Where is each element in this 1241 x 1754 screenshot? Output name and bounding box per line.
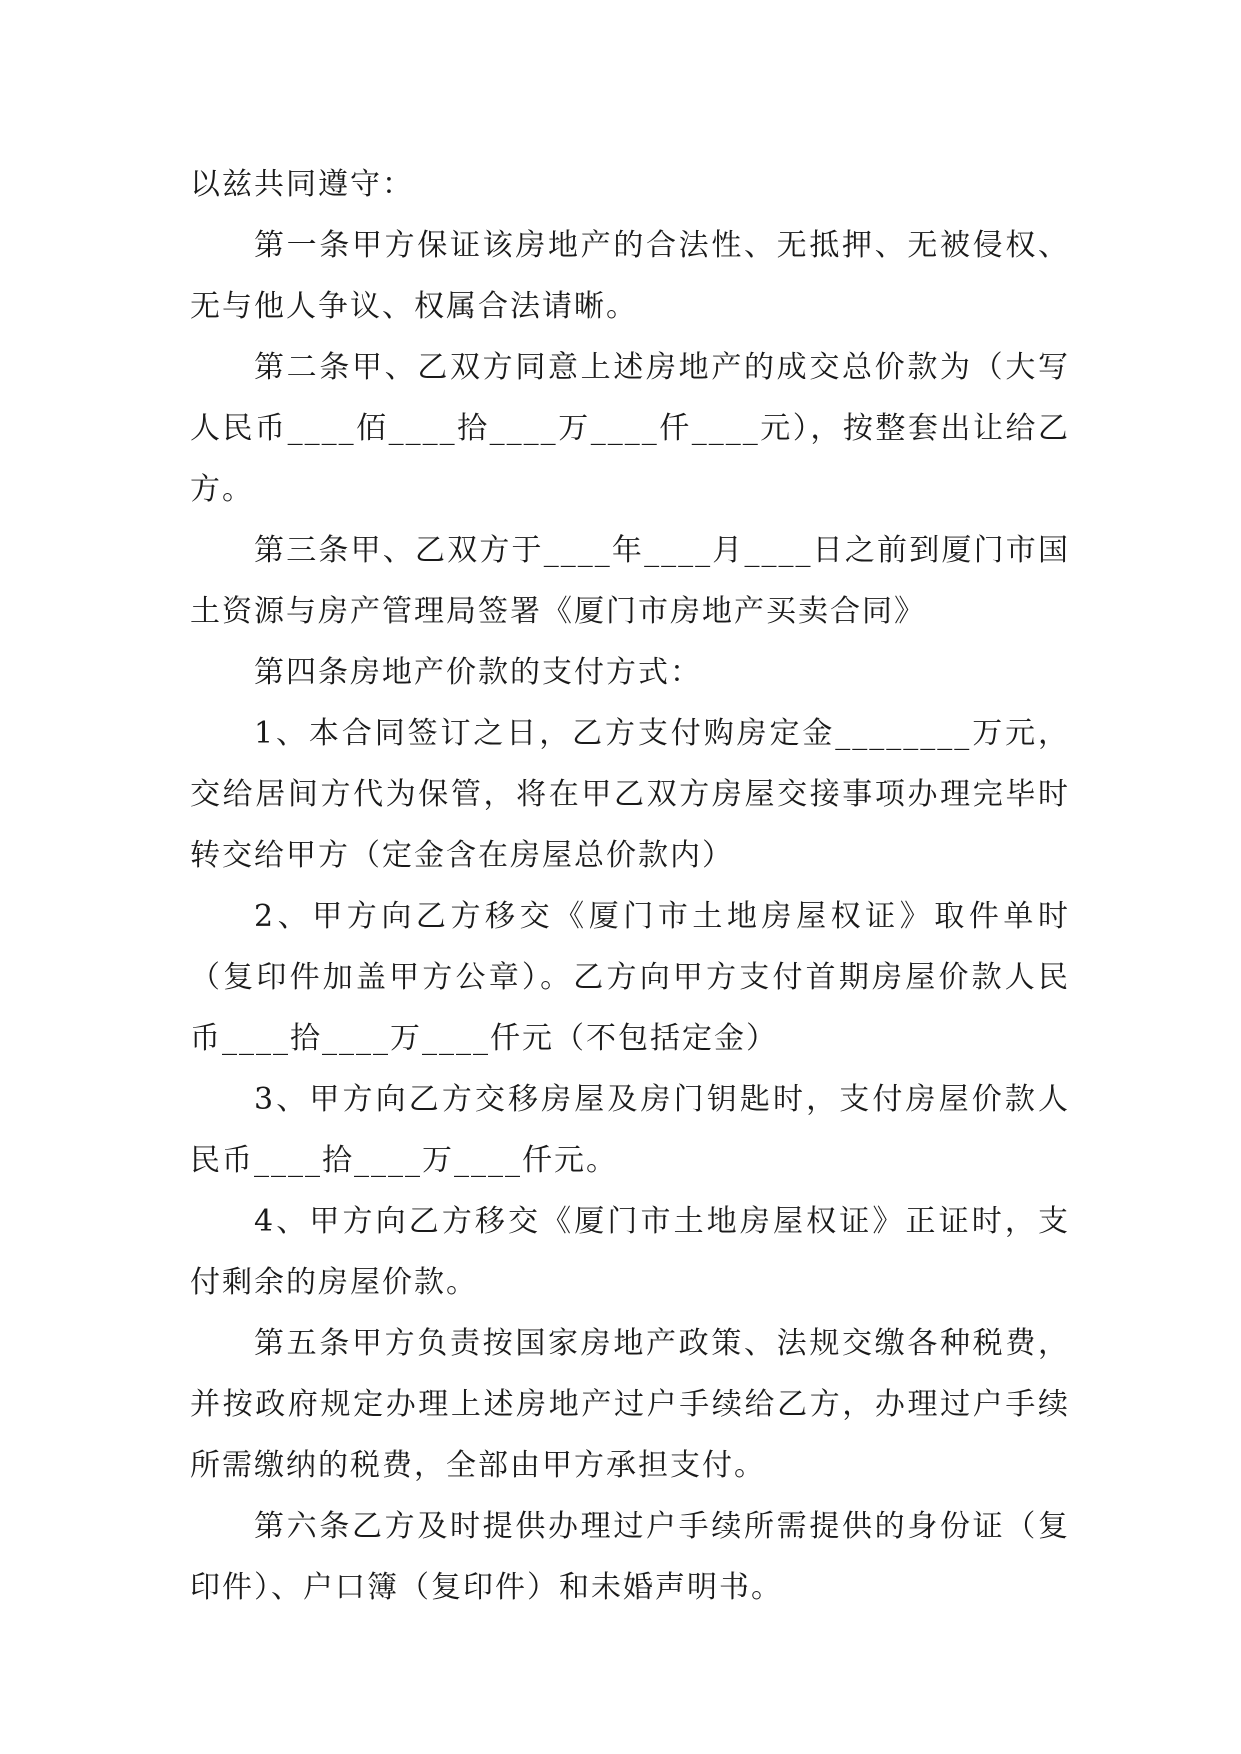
paragraph-article-4: 第四条房地产价款的支付方式： (254, 655, 702, 690)
paragraph-payment-4: 4、甲方向乙方移交《厦门市土地房屋权证》正证时，支付剩余的房屋价款。 (190, 1204, 1070, 1300)
paragraph-payment-1: 1、本合同签订之日，乙方支付购房定金________万元，交给居间方代为保管，将在甲乙双方房屋交接事项办理完毕时转交给甲方（定金含在房屋总价款内） (190, 716, 1070, 873)
paragraph-opening: 以兹共同遵守： (190, 167, 414, 202)
paragraph-article-1: 第一条甲方保证该房地产的合法性、无抵押、无被侵权、无与他人争议、权属合法请晰。 (190, 228, 1070, 324)
paragraph-article-3: 第三条甲、乙双方于____年____月____日之前到厦门市国土资源与房产管理局签署《厦门市房地产买卖合同》 (190, 533, 1070, 629)
paragraph-payment-2: 2、甲方向乙方移交《厦门市土地房屋权证》取件单时（复印件加盖甲方公章）。乙方向甲方支付首期房屋价款人民币____拾____万____仟元（不包括定金） (190, 899, 1070, 1056)
document-body (190, 154, 1070, 1618)
paragraph-article-2: 第二条甲、乙双方同意上述房地产的成交总价款为（大写人民币____佰____拾____万____仟____元），按整套出让给乙方。 (190, 350, 1070, 507)
paragraph-payment-3: 3、甲方向乙方交移房屋及房门钥匙时，支付房屋价款人民币____拾____万____仟元。 (190, 1082, 1070, 1178)
paragraph-article-6: 第六条乙方及时提供办理过户手续所需提供的身份证（复印件）、户口簿（复印件）和未婚声明书。 (190, 1509, 1070, 1605)
paragraph-article-5: 第五条甲方负责按国家房地产政策、法规交缴各种税费，并按政府规定办理上述房地产过户手续给乙方，办理过户手续所需缴纳的税费，全部由甲方承担支付。 (190, 1326, 1070, 1483)
